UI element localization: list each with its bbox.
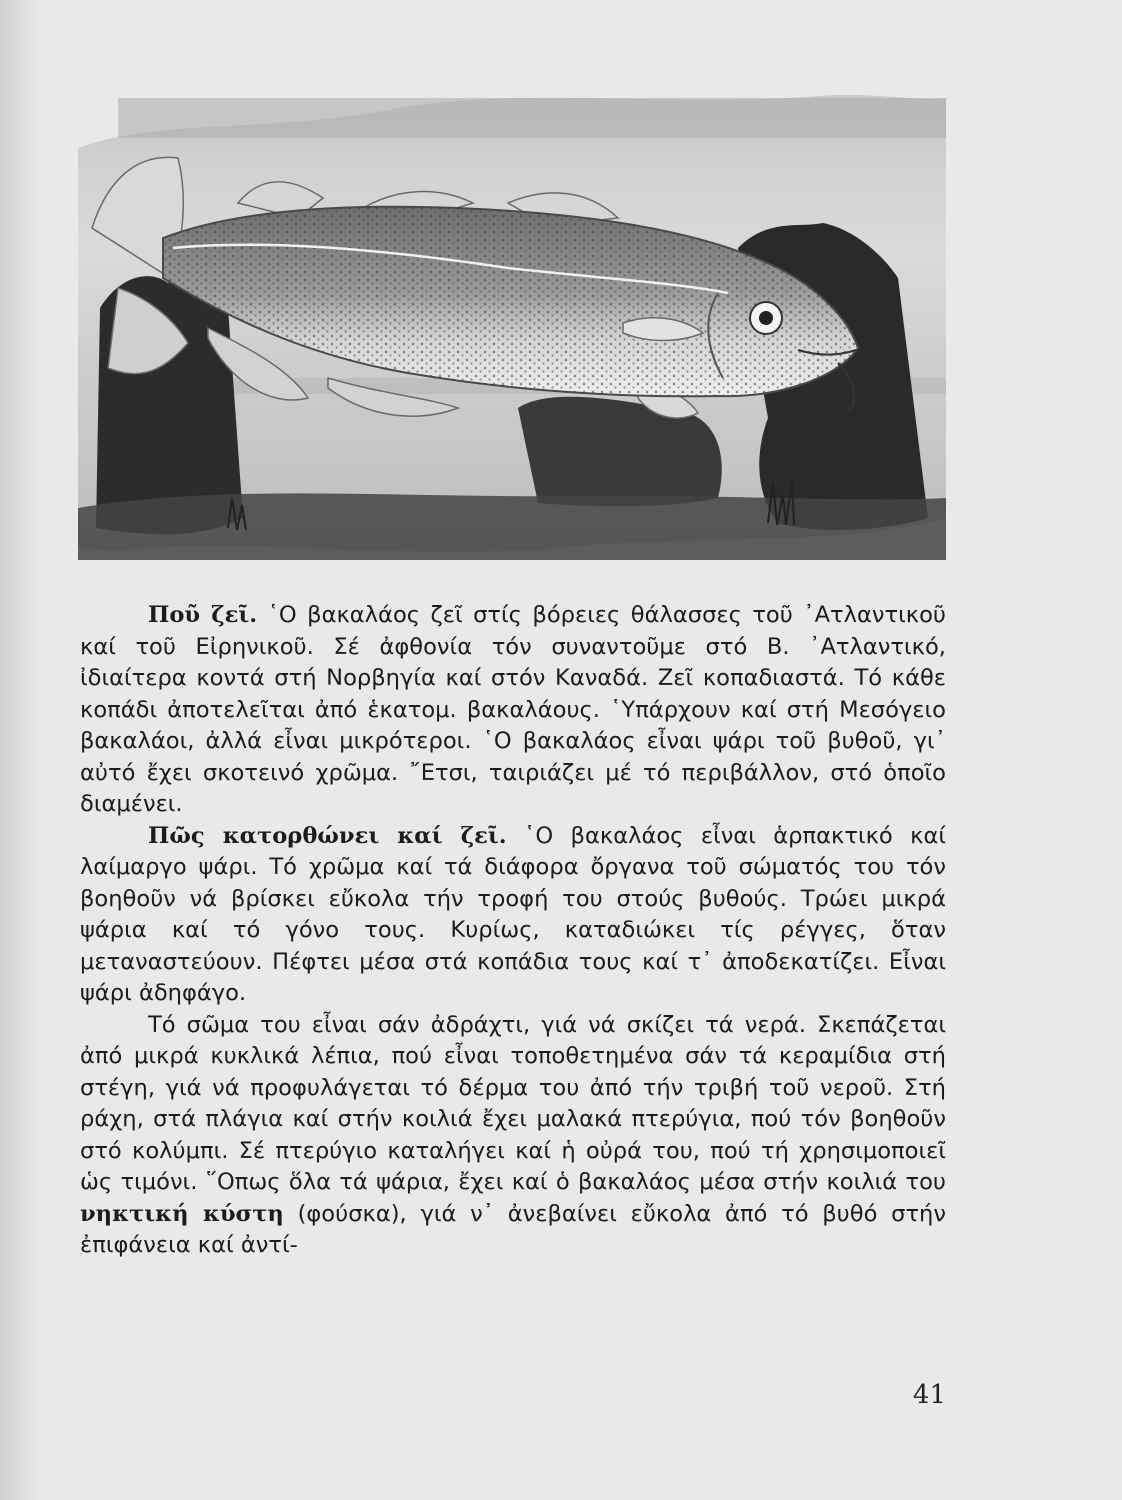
page-number: 41 <box>912 1380 946 1410</box>
body-text <box>80 600 946 1262</box>
cod-fish-illustration <box>78 78 946 560</box>
paragraph-text: (φούσκα), γιά ν᾿ ἀνεβαίνει εὔκολα ἀπό τό βυθό στήν ἐπιφάνεια καί ἀντί- <box>80 1200 946 1258</box>
paragraph-text: ῾Ο βακαλάος εἶναι ἁρπακτικό καί λαίμαργο ψάρι. Τό χρῶμα καί τά διάφορα ὄργανα τοῦ σώματός του τόν βοηθοῦν νά βρίσκει εὔκολα τήν τροφή του στούς βυθούς. Τρώει μικρά ψάρια καί τό γόνο τους. Κυρίως, καταδιώκει τίς ρέγγες, ὅταν μεταναστεύουν. Πέφτει μέσα στά κοπάδια τους καί τ᾿ ἀποδεκατίζει. Εἶναι ψάρι ἀδηφάγο. <box>80 822 946 1006</box>
paragraph-how-it-survives <box>80 821 946 1010</box>
paragraph-heading: Πῶς κατορθώνει καί ζεῖ. <box>148 822 507 849</box>
paragraph-body-description <box>80 1010 946 1262</box>
page-edge-shadow <box>0 0 40 1500</box>
paragraph-heading: Ποῦ ζεῖ. <box>148 602 258 628</box>
seabed <box>78 493 946 560</box>
paragraph-where-it-lives <box>80 600 946 821</box>
paragraph-text: ῾Ο βακαλάος ζεῖ στίς βόρειες θάλασσες τοῦ ᾿Ατλαντικοῦ καί τοῦ Εἰρηνικοῦ. Σέ ἀφθονία τόν συναντοῦμε στό Β. ᾿Ατλαντικό, ἰδιαίτερα κοντά στή Νορβηγία καί στόν Καναδά. Ζεῖ κοπαδιαστά. Τό κάθε κοπάδι ἀποτελεῖται ἀπό ἑκατομ. βακαλάους. ῾Υπάρχουν καί στή Μεσόγειο βακαλάοι, ἀλλά εἶναι μικρότεροι. ῾Ο βακαλάος εἶναι ψάρι τοῦ βυθοῦ, γι᾿ αὐτό ἔχει σκοτεινό χρῶμα. ῎Ετσι, ταιριάζει μέ τό περιβάλλον, στό ὁποῖο διαμένει. <box>80 602 946 817</box>
bold-term: νηκτική κύστη <box>80 1200 284 1227</box>
paragraph-text: Τό σῶμα του εἶναι σάν ἀδράχτι, γιά νά σκίζει τά νερά. Σκεπάζεται ἀπό μικρά κυκλικά λέπια, πού εἶναι τοποθετημένα σάν τά κεραμίδια στή στέγη, γιά νά προφυλάγεται τό δέρμα του ἀπό τήν τριβή τοῦ νεροῦ. Στή ράχη, στά πλάγια καί στήν κοιλιά ἔχει μαλακά πτερύγια, πού τόν βοηθοῦν στό κολύμπι. Σέ πτερύγιο καταλήγει καί ἡ οὐρά του, πού τή χρησιμοποιεῖ ὡς τιμόνι. ῞Οπως ὅλα τά ψάρια, ἔχει καί ὁ βακαλάος μέσα στήν κοιλιά του <box>80 1011 946 1195</box>
